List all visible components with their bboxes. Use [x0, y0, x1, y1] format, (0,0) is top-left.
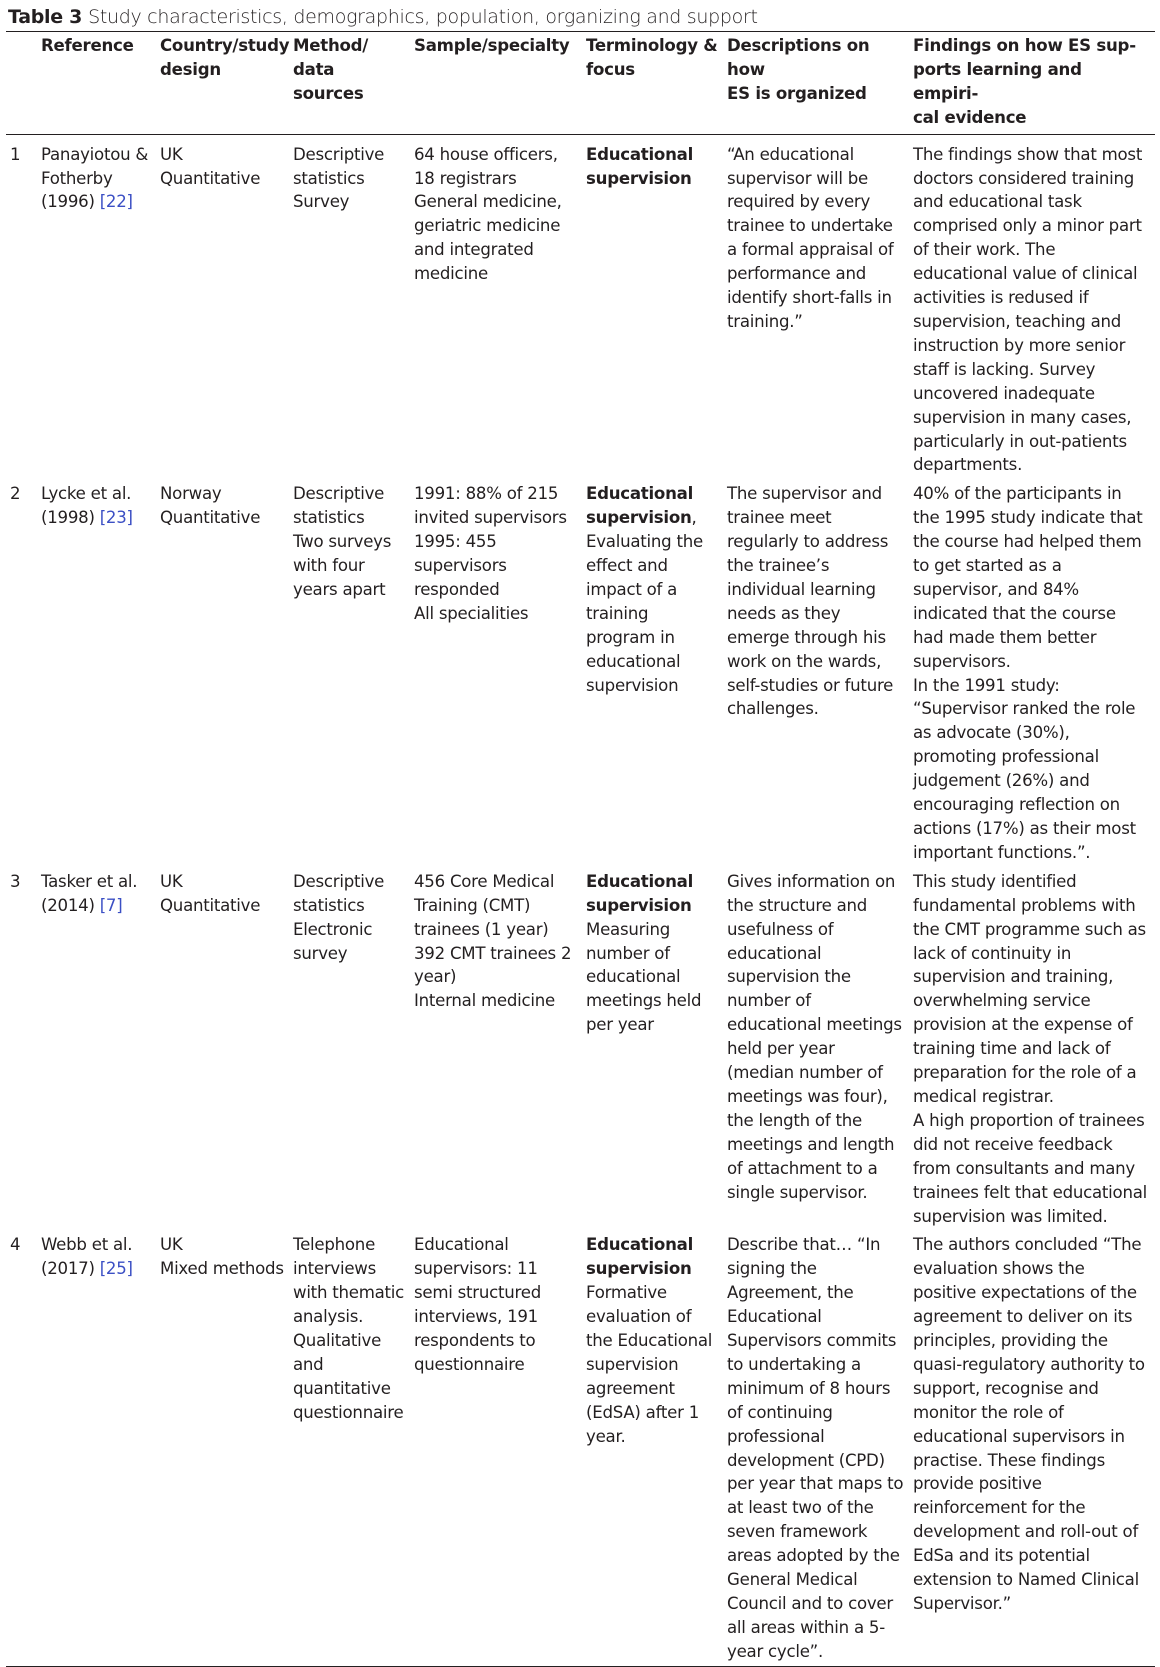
- terminology-focus-cell: [582, 867, 723, 1231]
- col-terminology-focus-header: Terminology & focus: [586, 36, 718, 79]
- organization-cell: Describe that… “In signing the Agreement, the Educational Supervisors commits to undertaking a minimum of 8 hours of continuing professional development (CPD) per year that maps to at least two of the seven framework areas adopted by the General Medical Council and to cover all areas within a 5-year cycle”.: [727, 1235, 904, 1661]
- citation-link[interactable]: [7]: [99, 895, 123, 915]
- reference-cell: Lycke et al. (1998) [23]: [41, 484, 133, 528]
- col-reference-header: Reference: [41, 36, 134, 55]
- study-characteristics-table: [6, 31, 1155, 1667]
- reference-cell: Tasker et al. (2014) [7]: [41, 871, 138, 915]
- findings-cell: 40% of the participants in the 1995 study indicate that the course had helped them to get started as a supervisor, and 84% indicated that the course had made them better supervisors. In the 1991 study: “Supervisor ranked the role as advocate (30%), promoting professional judgement (26%) and encouraging reflection on actions (17%) as their most important functions.”.: [913, 484, 1143, 862]
- method-sources-cell: Descriptive statistics Two surveys with four years apart: [293, 484, 392, 599]
- table-row: [6, 1230, 1155, 1666]
- col-method-sources-header: Method/ data sources: [293, 36, 369, 103]
- citation-link[interactable]: [23]: [99, 508, 133, 528]
- citation-link[interactable]: [25]: [99, 1259, 133, 1279]
- method-sources-cell: Telephone interviews with thematic analysis. Qualitative and quantitative questionnaire: [293, 1235, 405, 1422]
- terminology-term: Educational supervision: [586, 144, 694, 188]
- col-sample-specialty-header: Sample/specialty: [414, 36, 570, 55]
- organization-cell: The supervisor and trainee meet regularly to address the trainee’s individual learning needs as they emerge through his work on the wards, self-studies or future challenges.: [727, 484, 894, 719]
- findings-cell: The findings show that most doctors considered training and educational task comprised only a minor part of their work. The educational value of clinical activities is redused if supervision, teaching and instruction by more senior staff is lacking. Survey uncovered inadequate supervision in many cases, particularly in out-patients departments.: [913, 144, 1143, 475]
- table-body: [6, 134, 1155, 1666]
- terminology-term: Educational supervision: [586, 484, 694, 528]
- country-design-cell: UK Quantitative: [160, 871, 261, 915]
- table-row: [6, 134, 1155, 479]
- table-row: [6, 867, 1155, 1231]
- terminology-focus-cell: Educational supervision, Evaluating the effect and impact of a training program in educational supervision: [586, 484, 703, 695]
- reference-cell: Panayiotou & Fotherby (1996) [22]: [41, 144, 149, 212]
- col-findings-header: Findings on how ES sup- ports learning and empiri- cal evidence: [913, 36, 1136, 127]
- row-number: 2: [10, 484, 21, 504]
- row-number: 3: [10, 871, 21, 891]
- col-organization-header: Descriptions on how ES is organized: [727, 36, 870, 103]
- terminology-term: Educational supervision: [586, 1235, 694, 1279]
- focus-text: Measuring number of educational meetings held per year: [586, 919, 702, 1035]
- sample-specialty-cell: Educational supervisors: 11 semi structured interviews, 191 respondents to questionnaire: [414, 1235, 541, 1374]
- method-sources-cell: Descriptive statistics Electronic survey: [293, 871, 385, 963]
- country-design-cell: UK Quantitative: [160, 144, 261, 188]
- table-label: Table 3: [8, 6, 83, 28]
- findings-cell: This study identified fundamental problems with the CMT programme such as lack of continuity in supervision and training, overwhelming service provision at the expense of training time and lack of preparation for the role of a medical registrar. A high proportion of trainees did not receive feedback from consultants and many trainees felt that educational supervision was limited.: [913, 871, 1147, 1226]
- row-number: 4: [10, 1235, 21, 1255]
- reference-cell: Webb et al. (2017) [25]: [41, 1235, 133, 1279]
- terminology-term: Educational supervision: [586, 871, 694, 915]
- country-design-cell: Norway Quantitative: [160, 484, 261, 528]
- sample-specialty-cell: 64 house officers, 18 registrars General medicine, geriatric medicine and integrated medicine: [414, 144, 562, 284]
- country-design-cell: UK Mixed methods: [160, 1235, 284, 1279]
- terminology-focus-cell: [582, 1230, 723, 1666]
- sample-specialty-cell: 456 Core Medical Training (CMT) trainees (1 year) 392 CMT trainees 2 year) Internal medicine: [414, 871, 572, 1011]
- col-country-design-header: Country/study design: [160, 36, 290, 79]
- focus-text: Evaluating the effect and impact of a training program in educational supervision: [586, 532, 703, 695]
- organization-cell: “An educational supervisor will be required by every trainee to undertake a formal appraisal of performance and identify short-falls in training.”: [727, 144, 894, 331]
- table-caption: [8, 4, 758, 30]
- method-sources-cell: Descriptive statistics Survey: [293, 144, 385, 212]
- table-header-row: [6, 32, 1155, 135]
- col-number-header: [6, 32, 37, 135]
- organization-cell: Gives information on the structure and usefulness of educational supervision the number of educational meetings held per year (median number of meetings was four), the length of the meetings and length of attachment to a single supervisor.: [727, 871, 902, 1202]
- table-title: Study characteristics, demographics, population, organizing and support: [88, 6, 758, 28]
- sample-specialty-cell: 1991: 88% of 215 invited supervisors 1995: 455 supervisors responded All specialities: [414, 484, 567, 623]
- focus-text: Formative evaluation of the Educational supervision agreement (EdSA) after 1 year.: [586, 1283, 713, 1446]
- table-row: [6, 479, 1155, 867]
- citation-link[interactable]: [22]: [99, 192, 133, 212]
- row-number: 1: [10, 144, 21, 164]
- findings-cell: The authors concluded “The evaluation shows the positive expectations of the agreement to deliver on its principles, providing the quasi-regulatory authority to support, recognise and monitor the role of educational supervisors in practise. These findings provide positive reinforcement for the development and roll-out of EdSa and its potential extension to Named Clinical Supervisor.”: [913, 1235, 1145, 1613]
- terminology-focus-cell: [582, 134, 723, 479]
